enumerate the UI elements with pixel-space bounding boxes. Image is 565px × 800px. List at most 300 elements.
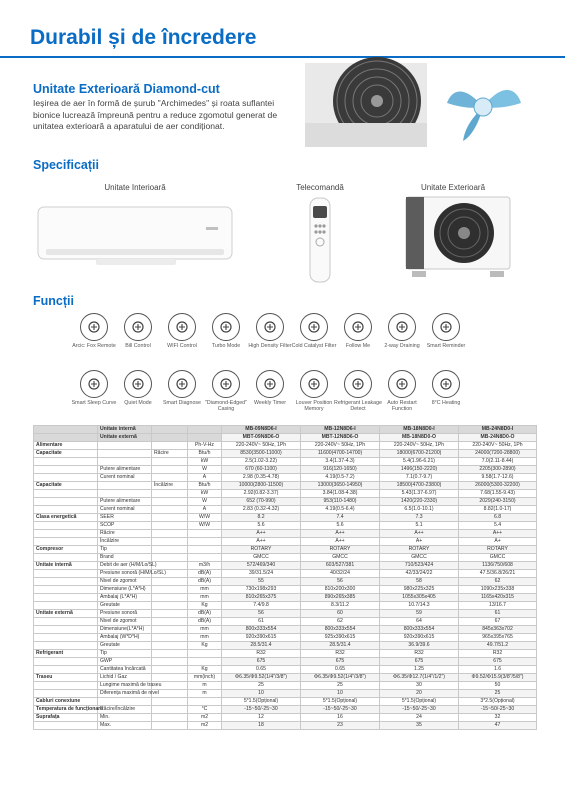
table-cell: 916(120-1650) [301, 466, 380, 474]
table-cell: dB(A) [188, 618, 222, 626]
caption-indoor-unit: Unitate Interioară [104, 183, 166, 192]
table-cell: mm(inch) [188, 674, 222, 682]
table-row [34, 698, 537, 706]
table-cell: 675 [222, 658, 301, 666]
table-row [34, 706, 537, 714]
table-cell: 6.8 [459, 514, 537, 522]
table-cell: 1496(150-2220) [380, 466, 459, 474]
table-cell: SCOP [98, 522, 152, 530]
auto-restart-icon [388, 370, 416, 398]
table-cell: 800x333x554 [380, 626, 459, 634]
table-cell: 8.3/11.2 [301, 602, 380, 610]
table-cell [152, 586, 188, 594]
table-cell: Ph-V-Hz [188, 442, 222, 450]
table-cell [98, 490, 152, 498]
table-row [34, 562, 537, 570]
page-title: Durabil și de încredere [30, 26, 257, 49]
table-row [34, 690, 537, 698]
table-cell: GWP [98, 658, 152, 666]
remote-icon [80, 313, 108, 341]
sleep-curve-icon [80, 370, 108, 398]
table-cell [152, 714, 188, 722]
table-cell [34, 570, 98, 578]
table-cell: 953(110-1480) [301, 498, 380, 506]
function-label: Weekly Timer [254, 400, 286, 406]
casing-icon [212, 370, 240, 398]
table-cell: ROTARY [459, 546, 537, 554]
table-cell: Clasa energetică [34, 514, 98, 522]
table-cell: Cantitatea încărcată [98, 666, 152, 674]
table-cell: W/W [188, 514, 222, 522]
function-label: Auto Restart Function [387, 400, 417, 413]
table-cell [152, 634, 188, 642]
drain-icon [388, 313, 416, 341]
function-casing [202, 370, 250, 413]
table-cell: 675 [301, 658, 380, 666]
table-cell: 16 [301, 714, 380, 722]
table-cell: 59 [380, 610, 459, 618]
table-cell: Kg [188, 602, 222, 610]
table-cell [152, 434, 188, 442]
table-cell [152, 698, 188, 706]
table-cell [98, 482, 152, 490]
function-label: Cold Catalyst Filter [291, 343, 337, 349]
table-cell: Btu/h [188, 450, 222, 458]
table-cell: Alimentare [34, 442, 98, 450]
table-cell [34, 578, 98, 586]
table-cell: 7.4 [301, 514, 380, 522]
table-cell [152, 490, 188, 498]
table-cell: W/W [188, 522, 222, 530]
function-timer [246, 370, 294, 406]
table-cell: GMCC [222, 554, 301, 562]
table-row [34, 554, 537, 562]
table-cell: MB-24N8D0-I [459, 426, 537, 434]
table-cell: 7.1(0.7-9.7) [380, 474, 459, 482]
table-cell [152, 626, 188, 634]
table-cell: 10 [222, 690, 301, 698]
table-row [34, 602, 537, 610]
table-cell: 18 [222, 722, 301, 730]
function-label: Louver Position Memory [295, 400, 333, 413]
table-cell: 25 [301, 682, 380, 690]
table-cell: 30 [380, 682, 459, 690]
table-row [34, 434, 537, 442]
table-cell [98, 458, 152, 466]
table-cell: 5*1.5(Opțional) [380, 698, 459, 706]
table-cell: dB(A) [188, 610, 222, 618]
table-cell: Compresor [34, 546, 98, 554]
table-cell: Φ9.52/Φ15.9(3/8"/5/8") [459, 674, 537, 682]
function-leak-detect [334, 370, 382, 413]
table-cell: 1.25 [380, 666, 459, 674]
table-row [34, 682, 537, 690]
table-row [34, 522, 537, 530]
table-cell: -15~50/-25~30 [380, 706, 459, 714]
function-diagnose [158, 370, 206, 406]
table-cell [98, 450, 152, 458]
table-cell: A+ [380, 538, 459, 546]
table-cell: m3/h [188, 562, 222, 570]
table-cell: °C [188, 706, 222, 714]
function-catalyst-filter [290, 313, 338, 349]
table-cell: Presiune sonoră [98, 610, 152, 618]
table-cell: 220-240V~ 50Hz, 1Ph [301, 442, 380, 450]
louver-memory-icon [300, 370, 328, 398]
function-label: Refrigerant Leakage Detect [334, 400, 382, 413]
table-row [34, 482, 537, 490]
table-cell [34, 426, 98, 434]
table-cell: 61 [459, 610, 537, 618]
table-cell: 50 [459, 682, 537, 690]
remote-control-image [307, 196, 333, 284]
table-cell: 39/31.5/24 [222, 570, 301, 578]
table-row [34, 450, 537, 458]
table-cell: 10000(2800-11500) [222, 482, 301, 490]
table-cell [152, 658, 188, 666]
caption-outdoor-unit: Unitate Exterioară [420, 183, 486, 192]
table-cell: 2.83 (0.32-4.32) [222, 506, 301, 514]
table-cell [34, 498, 98, 506]
table-cell: 675 [380, 658, 459, 666]
table-cell: mm [188, 594, 222, 602]
table-cell: 1136/750/608 [459, 562, 537, 570]
table-cell: 25 [459, 690, 537, 698]
function-label: WIFI Control [167, 343, 197, 349]
bill-control-icon [124, 313, 152, 341]
catalyst-filter-icon [300, 313, 328, 341]
fan-blade-image [433, 63, 533, 147]
table-cell: 56 [301, 578, 380, 586]
table-cell: -15~50/-25~30 [459, 706, 537, 714]
table-cell [34, 434, 98, 442]
table-cell: 64 [380, 618, 459, 626]
table-cell: MB-09N8D6-I [222, 426, 301, 434]
table-cell: 0.65 [301, 666, 380, 674]
table-cell: 3*2.5(Opțional) [459, 698, 537, 706]
functions-section-title: Funcții [33, 294, 74, 308]
table-cell: Capacitate [34, 482, 98, 490]
table-cell [34, 586, 98, 594]
table-row [34, 514, 537, 522]
table-cell [188, 538, 222, 546]
table-cell [34, 682, 98, 690]
table-cell: 800x333x554 [222, 626, 301, 634]
table-cell [152, 474, 188, 482]
table-cell: 652 (70-990) [222, 498, 301, 506]
table-cell: 40/32/24 [301, 570, 380, 578]
table-cell: R32 [301, 650, 380, 658]
table-cell: ROTARY [222, 546, 301, 554]
table-cell: 710/523/424 [380, 562, 459, 570]
table-cell: Unitate internă [98, 426, 152, 434]
table-cell [152, 538, 188, 546]
table-cell: 42/33/24/22 [380, 570, 459, 578]
table-cell: 5.6 [301, 522, 380, 530]
table-cell: Lungime maximă de traseu [98, 682, 152, 690]
table-cell: A++ [459, 530, 537, 538]
table-row [34, 506, 537, 514]
table-cell: m [188, 690, 222, 698]
table-row [34, 674, 537, 682]
table-cell [152, 546, 188, 554]
table-cell: Φ6.35/Φ9.52(1/4"/3/8") [222, 674, 301, 682]
table-cell: Nivel de zgomot [98, 578, 152, 586]
table-cell: 670 (60-1100) [222, 466, 301, 474]
table-cell: 730x198x293 [222, 586, 301, 594]
table-cell: MB-18N8D0-O [380, 434, 459, 442]
table-cell: Ambalaj (L*A*H) [98, 594, 152, 602]
table-cell: Greutate [98, 642, 152, 650]
timer-icon [256, 370, 284, 398]
table-cell: m [188, 682, 222, 690]
function-label: Smart Diagnose [163, 400, 201, 406]
table-row [34, 658, 537, 666]
table-cell [188, 530, 222, 538]
table-cell: ROTARY [380, 546, 459, 554]
table-cell: 6.5(1.0-10.1) [380, 506, 459, 514]
table-cell: Putere alimentare [98, 498, 152, 506]
table-cell: 965x395x765 [459, 634, 537, 642]
table-cell: 25 [222, 682, 301, 690]
table-cell: 572/469/340 [222, 562, 301, 570]
table-cell: Unitate externă [98, 434, 152, 442]
table-cell: A+ [459, 538, 537, 546]
function-bill-control [114, 313, 162, 349]
table-cell: 220-240V~ 50Hz, 1Ph [380, 442, 459, 450]
table-row [34, 426, 537, 434]
table-cell: 10.7/14.3 [380, 602, 459, 610]
table-cell [34, 594, 98, 602]
table-cell: Φ6.35/Φ12.7(1/4"/1/2") [380, 674, 459, 682]
table-cell: 845x363x702 [459, 626, 537, 634]
table-cell: mm [188, 634, 222, 642]
table-cell: A++ [380, 530, 459, 538]
table-cell: 1090x235x338 [459, 586, 537, 594]
table-cell [34, 538, 98, 546]
table-cell [152, 610, 188, 618]
table-cell: Diferența maximă de nivel [98, 690, 152, 698]
table-cell: Unitate internă [34, 562, 98, 570]
table-cell [152, 618, 188, 626]
table-cell: 10 [301, 690, 380, 698]
table-cell: 18000(6700-21200) [380, 450, 459, 458]
table-row [34, 578, 537, 586]
header-divider [0, 56, 565, 58]
table-cell [152, 530, 188, 538]
table-row [34, 466, 537, 474]
table-cell: Φ6.35/Φ9.52(1/4"/3/8") [301, 674, 380, 682]
table-cell: 47 [459, 722, 537, 730]
table-row [34, 610, 537, 618]
table-row [34, 570, 537, 578]
table-cell: Unitate externă [34, 610, 98, 618]
table-cell: 32 [459, 714, 537, 722]
table-cell [98, 442, 152, 450]
table-cell: Refrigerant [34, 650, 98, 658]
function-label: High Density Filter [248, 343, 292, 349]
table-cell: Curent nominal [98, 474, 152, 482]
table-row [34, 634, 537, 642]
table-row [34, 442, 537, 450]
table-cell [188, 434, 222, 442]
table-cell [152, 578, 188, 586]
table-cell: R32 [380, 650, 459, 658]
table-cell: MB-24N8D0-O [459, 434, 537, 442]
table-cell: Debit de aer (H/M/Lo/SL) [98, 562, 152, 570]
table-cell: 67 [459, 618, 537, 626]
table-cell: 35 [380, 722, 459, 730]
table-cell: 56 [222, 610, 301, 618]
table-cell: 5.4 [459, 522, 537, 530]
table-cell: 3.4(1.37-4.3) [301, 458, 380, 466]
function-reminder [422, 313, 470, 349]
table-cell [152, 666, 188, 674]
table-cell [188, 650, 222, 658]
table-row [34, 618, 537, 626]
diagnose-icon [168, 370, 196, 398]
table-cell: Kg [188, 642, 222, 650]
table-cell: W [188, 498, 222, 506]
heating-icon [432, 370, 460, 398]
function-drain [378, 313, 426, 349]
table-cell: 2029(240-3150) [459, 498, 537, 506]
table-cell: 800x333x554 [301, 626, 380, 634]
table-cell: 5*1.5(Opțional) [222, 698, 301, 706]
table-cell [34, 522, 98, 530]
table-cell [152, 642, 188, 650]
table-cell: Brand [98, 554, 152, 562]
function-sleep-curve [70, 370, 118, 406]
table-cell [188, 554, 222, 562]
table-cell [34, 666, 98, 674]
table-cell: 61 [222, 618, 301, 626]
function-label: Follow Me [345, 343, 371, 349]
specifications-table [33, 425, 537, 730]
table-cell: A [188, 506, 222, 514]
table-cell: 18500(4700-23800) [380, 482, 459, 490]
table-cell: 62 [459, 578, 537, 586]
table-cell: Tip [98, 650, 152, 658]
table-cell: GMCC [380, 554, 459, 562]
table-cell: -15~50/-25~30 [301, 706, 380, 714]
table-cell: 13/16.7 [459, 602, 537, 610]
table-cell: Încălzire [98, 538, 152, 546]
quiet-mode-icon [124, 370, 152, 398]
table-cell: Putere alimentare [98, 466, 152, 474]
table-cell: 2205(300-2890) [459, 466, 537, 474]
table-cell: 3.84(1.08-4.38) [301, 490, 380, 498]
function-label: Turbo Mode [211, 343, 241, 349]
table-cell: MBT-09N8D6-O [222, 434, 301, 442]
table-cell: Răcire [152, 450, 188, 458]
table-cell: mm [188, 626, 222, 634]
table-cell: 0.65 [222, 666, 301, 674]
fan-blade-photo [433, 63, 533, 147]
table-cell: 7.0(2.11-8.44) [459, 458, 537, 466]
table-cell: 2.5(1.02-3.22) [222, 458, 301, 466]
table-cell: A++ [301, 538, 380, 546]
table-cell: 55 [222, 578, 301, 586]
table-cell: 810x265x375 [222, 594, 301, 602]
table-cell: Răcire [98, 530, 152, 538]
table-cell [152, 706, 188, 714]
table-row [34, 586, 537, 594]
function-label: Arcic: Fox Remote [72, 343, 116, 349]
table-cell [188, 658, 222, 666]
table-cell: 9.58(1.7-12.6) [459, 474, 537, 482]
table-cell: A++ [222, 530, 301, 538]
table-cell [152, 458, 188, 466]
indoor-unit-image [36, 203, 234, 267]
table-row [34, 650, 537, 658]
reminder-icon [432, 313, 460, 341]
table-cell: kW [188, 458, 222, 466]
table-cell: 8.82(1.0-17) [459, 506, 537, 514]
table-cell: Nivel de zgomot [98, 618, 152, 626]
table-row [34, 666, 537, 674]
table-cell: ROTARY [301, 546, 380, 554]
header-banner [0, 0, 565, 58]
table-cell: 60 [301, 610, 380, 618]
table-cell: 11600(4700-14700) [301, 450, 380, 458]
table-cell: 13000(3650-14950) [301, 482, 380, 490]
function-heating [422, 370, 470, 406]
table-cell: 26000(5300-32200) [459, 482, 537, 490]
table-cell: Dimensiune (L*A*H) [98, 586, 152, 594]
table-cell: Temperatura de funcționare [34, 706, 98, 714]
table-cell: Presiune sonoră (H/M/Lo/SL) [98, 570, 152, 578]
table-cell: m2 [188, 722, 222, 730]
table-cell [152, 506, 188, 514]
function-label: Smart Sleep Curve [71, 400, 117, 406]
table-cell [34, 466, 98, 474]
table-cell: 1420(220-2330) [380, 498, 459, 506]
table-cell: GMCC [301, 554, 380, 562]
table-cell: Greutate [98, 602, 152, 610]
table-cell [34, 474, 98, 482]
table-cell: 5.4(1.96-6.21) [380, 458, 459, 466]
table-row [34, 642, 537, 650]
table-cell: A [188, 474, 222, 482]
table-cell: 7.3 [380, 514, 459, 522]
table-cell: 20 [380, 690, 459, 698]
function-auto-restart [378, 370, 426, 413]
table-cell: 1165x420x315 [459, 594, 537, 602]
table-cell: 23 [301, 722, 380, 730]
follow-me-icon [344, 313, 372, 341]
function-louver-memory [290, 370, 338, 413]
function-label: "Diamond-Edged" Casing [204, 400, 248, 413]
outdoor-unit-image [402, 193, 514, 279]
table-cell [98, 698, 152, 706]
table-cell: Traseu [34, 674, 98, 682]
table-cell: 24000(7200-28800) [459, 450, 537, 458]
turbo-icon [212, 313, 240, 341]
table-cell [34, 490, 98, 498]
table-cell [34, 602, 98, 610]
table-cell [188, 426, 222, 434]
table-cell: 36.9/39.6 [380, 642, 459, 650]
table-row [34, 498, 537, 506]
table-cell: 603/527/381 [301, 562, 380, 570]
table-cell [188, 698, 222, 706]
wifi-icon [168, 313, 196, 341]
table-cell: GMCC [459, 554, 537, 562]
table-cell: Min. [98, 714, 152, 722]
table-cell: 2.98 (0.35-4.78) [222, 474, 301, 482]
table-cell [152, 442, 188, 450]
